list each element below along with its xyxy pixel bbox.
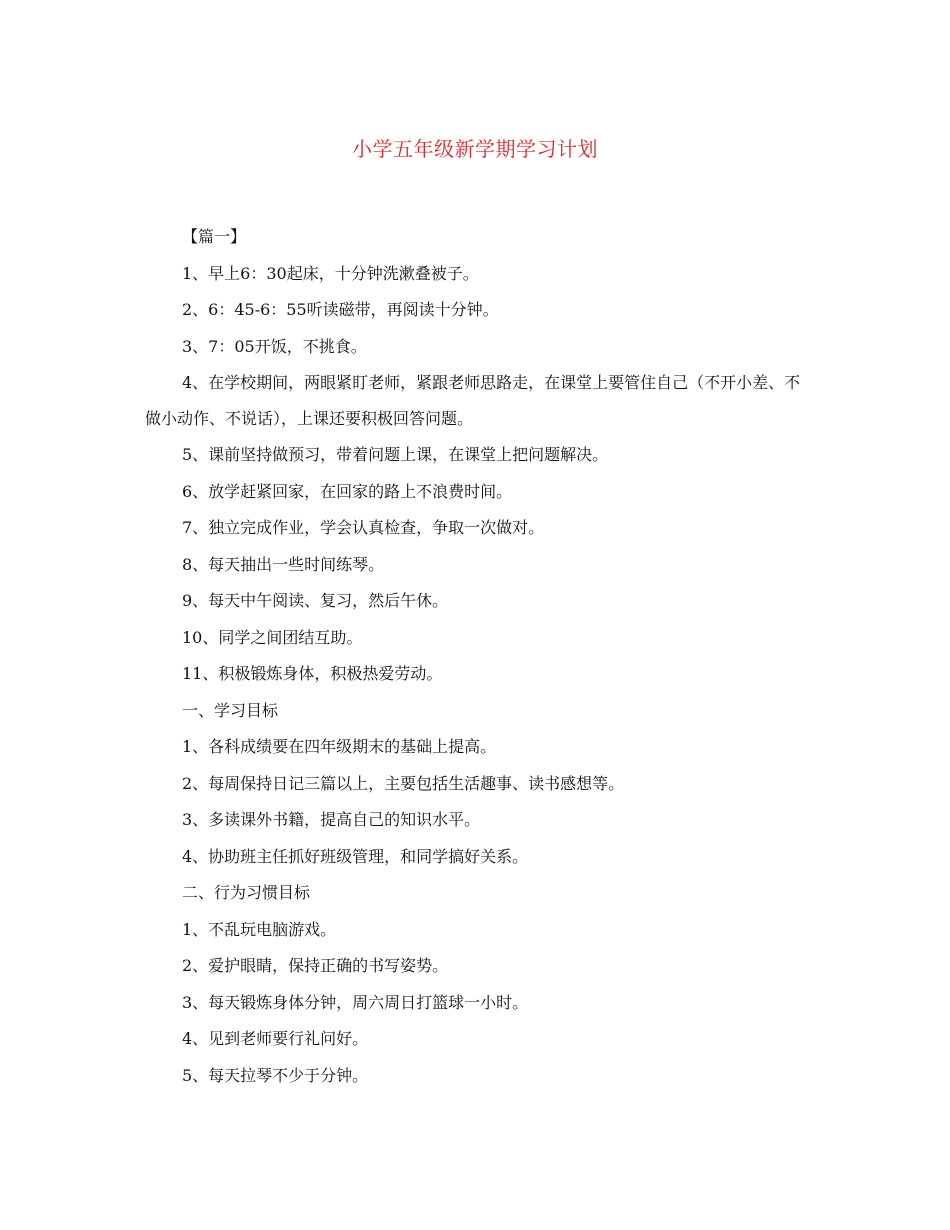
- goal-item: 2、每周保持日记三篇以上，主要包括生活趣事、读书感想等。: [182, 773, 625, 793]
- section-heading-part-one: 【篇一】: [182, 227, 247, 246]
- plan-item: 3、7：05开饭，不挑食。: [182, 336, 367, 356]
- goal-item: 1、不乱玩电脑游戏。: [182, 919, 337, 939]
- plan-item: 6、放学赶紧回家，在回家的路上不浪费时间。: [182, 481, 513, 501]
- goal-item: 3、每天锻炼身体分钟，周六周日打篮球一小时。: [182, 992, 529, 1012]
- plan-item: 9、每天中午阅读、复习，然后午休。: [182, 591, 449, 610]
- goal-item: 3、多读课外书籍，提高自己的知识水平。: [182, 810, 481, 829]
- goal-item: 4、见到老师要行礼问好。: [182, 1029, 369, 1048]
- document-body: [145, 219, 815, 1094]
- plan-item: 10、同学之间团结互助。: [182, 627, 363, 647]
- section-heading-study-goals: 一、学习目标: [182, 700, 279, 720]
- plan-item: 8、每天抽出一些时间练琴。: [182, 554, 385, 574]
- document-title: 小学五年级新学期学习计划: [352, 137, 598, 161]
- section-heading-behavior-goals: 二、行为习惯目标: [182, 883, 311, 902]
- plan-item: 5、课前坚持做预习，带着问题上课，在课堂上把问题解决。: [182, 445, 609, 464]
- goal-item: 4、协助班主任抓好班级管理，和同学搞好关系。: [182, 846, 529, 866]
- plan-item: 11、积极锻炼身体，积极热爱劳动。: [182, 664, 443, 683]
- plan-item: 2、6：45-6：55听读磁带，再阅读十分钟。: [182, 300, 499, 319]
- goal-item: 1、各科成绩要在四年级期末的基础上提高。: [182, 737, 497, 756]
- plan-item: 4、在学校期间，两眼紧盯老师，紧跟老师思路走，在课堂上要管住自己（不开小差、不做小动作、不说话），上课还要积极回答问题。: [145, 373, 801, 428]
- plan-item: 1、早上6：30起床，十分钟洗漱叠被子。: [182, 263, 479, 283]
- plan-item: 7、独立完成作业，学会认真检查，争取一次做对。: [182, 518, 545, 537]
- goal-item: 2、爱护眼睛，保持正确的书写姿势。: [182, 956, 449, 975]
- goal-item: 5、每天拉琴不少于分钟。: [182, 1065, 369, 1085]
